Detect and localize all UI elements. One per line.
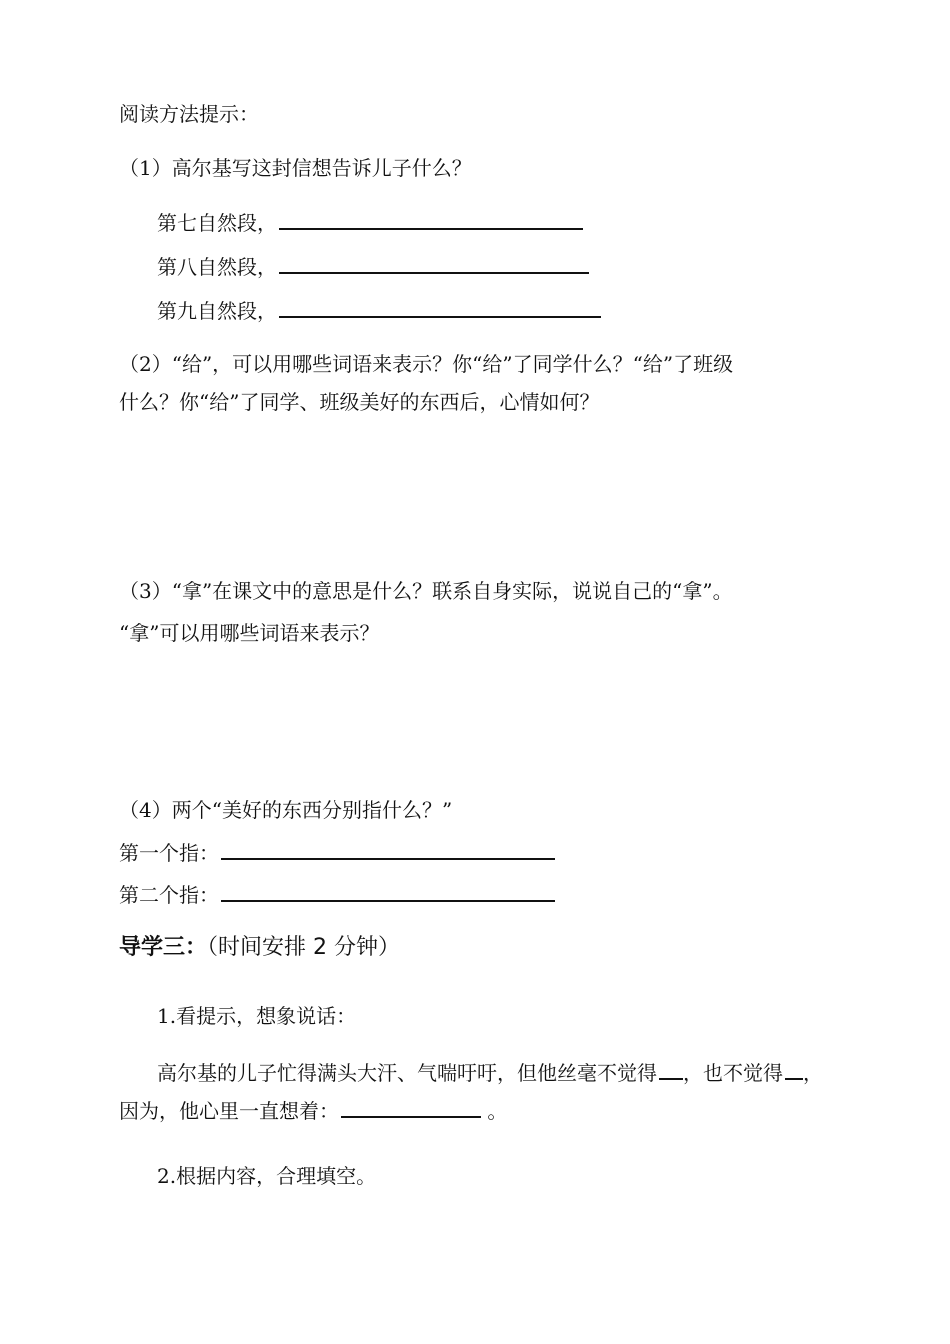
answer-blank-paragraph-8[interactable] — [279, 252, 589, 274]
question-2-text-2: 什么？你“给”了同学、班级美好的东西后，心情如何？ — [119, 390, 600, 414]
task-1-sentence-part-d: 因为，他心里一直想着： — [119, 1099, 339, 1123]
paragraph-8-label: 第八自然段， — [157, 255, 277, 279]
section-3-heading — [119, 934, 400, 962]
question-3-line-1 — [119, 577, 733, 605]
question-4-prompt — [119, 796, 452, 824]
task-1-text: 1.看提示，想象说话： — [157, 1004, 357, 1028]
question-1-paragraph-9 — [157, 296, 601, 325]
question-4-text: （4）两个“美好的东西分别指什么？” — [119, 798, 453, 822]
task-1-sentence-part-a: 高尔基的儿子忙得满头大汗、气喘吁吁，但他丝毫不觉得 — [157, 1061, 657, 1085]
question-2-text-1: （2）“给”，可以用哪些词语来表示？你“给”了同学什么？“给”了班级 — [119, 352, 734, 376]
question-3-text-2: “拿”可以用哪些词语来表示？ — [119, 621, 380, 645]
answer-blank-not-feel-2[interactable] — [785, 1058, 803, 1080]
task-1-sentence-part-b: ，也不觉得 — [683, 1061, 783, 1085]
question-1-paragraph-7 — [157, 208, 583, 237]
question-2-line-2 — [119, 388, 599, 416]
reading-hint-text: 阅读方法提示： — [119, 102, 259, 126]
question-4-second — [119, 880, 555, 909]
question-3-text-1: （3）“拿”在课文中的意思是什么？联系自身实际，说说自己的“拿”。 — [119, 579, 733, 603]
answer-blank-first-item[interactable] — [221, 838, 555, 860]
first-item-label: 第一个指： — [119, 841, 219, 865]
section-3-title: 导学三： — [119, 935, 208, 960]
paragraph-7-label: 第七自然段， — [157, 211, 277, 235]
question-1-paragraph-8 — [157, 252, 589, 281]
task-1-sentence-part-e: 。 — [481, 1099, 508, 1123]
task-2-label — [157, 1162, 376, 1190]
question-4-first — [119, 838, 555, 867]
task-1-sentence-line-2 — [119, 1096, 507, 1125]
question-2-line-1 — [119, 350, 733, 378]
section-3-time-note: （时间安排 2 分钟） — [207, 935, 400, 960]
paragraph-9-label: 第九自然段， — [157, 299, 277, 323]
task-1-sentence-part-c: ， — [803, 1061, 823, 1085]
reading-hint — [119, 100, 259, 128]
task-2-text: 2.根据内容，合理填空。 — [157, 1164, 377, 1188]
answer-blank-not-feel-1[interactable] — [659, 1058, 683, 1080]
question-3-line-2 — [119, 619, 379, 647]
second-item-label: 第二个指： — [119, 883, 219, 907]
task-1-label — [157, 1002, 356, 1030]
answer-blank-thinking[interactable] — [341, 1096, 481, 1118]
task-1-sentence-line-1 — [157, 1058, 823, 1087]
question-1-text: （1）高尔基写这封信想告诉儿子什么？ — [119, 156, 472, 180]
answer-blank-second-item[interactable] — [221, 880, 555, 902]
answer-blank-paragraph-9[interactable] — [279, 296, 601, 318]
answer-blank-paragraph-7[interactable] — [279, 208, 583, 230]
question-1-prompt — [119, 154, 472, 182]
